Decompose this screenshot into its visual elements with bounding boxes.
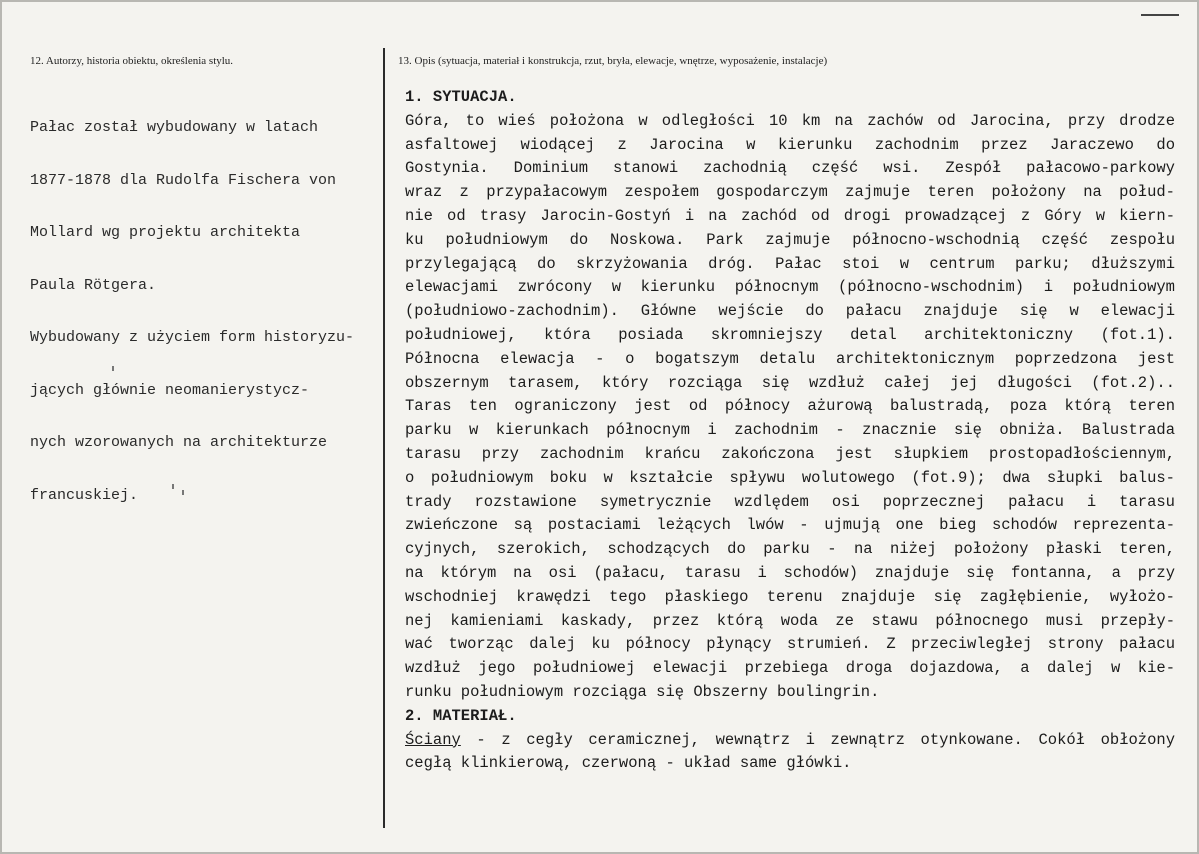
section-situation-body xyxy=(405,110,1175,705)
scan-speck xyxy=(182,490,184,495)
left-line: 1877-1878 dla Rudolfa Fischera von xyxy=(30,171,337,189)
left-line: Wybudowany z użyciem form historyzu- xyxy=(30,329,355,346)
scan-speck xyxy=(112,366,114,371)
situation-line: nie od trasy Jarocin-Gostyń i na zachód od drogi prowadzącej z Góry w kiern- xyxy=(405,206,1175,225)
left-line: Mollard wg projektu architekta xyxy=(30,224,301,241)
left-column-text xyxy=(30,84,375,539)
situation-line: tarasu przy zachodnim krańcu zakończona jest słupkiem prostopadłościennym, xyxy=(405,444,1175,463)
situation-line: cyjnych, szerokich, schodzących do parku - na niżej położony płaski teren, xyxy=(405,540,1175,559)
material-walls-label: Ściany xyxy=(405,730,461,749)
left-line: francuskiej. xyxy=(30,486,139,504)
situation-line: zwieńczone są postaciami leżących lwów - ujmują one bieg schodów reprezenta- xyxy=(405,516,1175,535)
situation-line: trady rozstawione symetrycznie wzdlędem osi poprzecznej pałacu i tarasu xyxy=(405,492,1175,511)
scan-mark xyxy=(1141,14,1179,16)
situation-line: elewacjami zwrócony w kierunku północnym (północno-wschodnim) i południowym xyxy=(405,278,1175,297)
situation-line: ku południowym do Noskowa. Park zajmuje północno-wschodnią część zespołu xyxy=(405,230,1175,249)
situation-line: asfaltowej wiodącej z Jarocina w kierunku zachodnim przez Jaraczewo do xyxy=(405,135,1175,154)
material-line xyxy=(405,729,1175,753)
situation-line: Północna elewacja - o bogatszym detalu architektonicznym poprzedzona jest xyxy=(405,349,1175,368)
material-line-text: - z cegły ceramicznej, wewnątrz i zewnątrz otynkowane. Cokół obłożony xyxy=(460,730,1175,749)
section-heading-situation: 1. SYTUACJA. xyxy=(405,88,517,106)
situation-line: przylegającą do skrzyżowania dróg. Pałac stoi w centrum parku; dłuższymi xyxy=(405,254,1175,273)
section-heading-material: 2. MATERIAŁ. xyxy=(405,706,517,725)
situation-line: nej kamieniami kaskady, przez którą woda ze stawu północnego musi przepły- xyxy=(405,611,1175,630)
material-line: cegłą klinkierową, czerwoną - układ same główki. xyxy=(405,754,852,773)
left-column-header: 12. Autorzy, historia obiektu, określenia stylu. xyxy=(30,55,234,67)
left-line: jących głównie neomanierystycz- xyxy=(30,381,310,399)
situation-line: wzdłuż jego południowej elewacji przebiega droga dojazdowa, a dalej w kie- xyxy=(405,659,1175,678)
situation-line: wschodniej krawędzi tego płaskiego terenu znajduje się zagłębienie, wyłożo- xyxy=(405,587,1175,606)
situation-line: Gostynia. Dominium stanowi zachodnią część wsi. Zespół pałacowo-parkowy xyxy=(405,159,1175,178)
situation-line: obszernym tarasem, który rozciąga się wzdłuż całej jej długości (fot.2).. xyxy=(405,373,1175,392)
right-column-text xyxy=(405,86,1175,776)
situation-line: Góra, to wieś położona w odległości 10 km na zachów od Jarocina, przy drodze xyxy=(405,111,1175,130)
situation-line: runku południowym rozciąga się Obszerny boulingrin. xyxy=(405,682,880,701)
situation-line: o południowym boku w kształcie spływu wolutowego (fot.9); dwa słupki balus- xyxy=(405,468,1175,487)
left-line: nych wzorowanych na architekturze xyxy=(30,434,328,451)
situation-line: Taras ten ograniczony jest od północy ażurową balustradą, poza którą teren xyxy=(405,397,1175,416)
situation-line: wać tworząc dalej ku północy płynący strumień. Z przeciwległej strony pałacu xyxy=(405,635,1175,654)
left-line: Paula Rötgera. xyxy=(30,276,157,294)
situation-line: na którym na osi (pałacu, tarasu i schodów) znajduje się fontanna, a przy xyxy=(405,563,1175,582)
situation-line: parku w kierunkach północnym i zachodnim - znacznie się obniża. Balustrada xyxy=(405,421,1175,440)
situation-line: (południowo-zachodnim). Główne wejście do pałacu znajduje się w elewacji xyxy=(405,302,1175,321)
left-line: Pałac został wybudowany w latach xyxy=(30,119,319,136)
column-divider xyxy=(383,48,385,828)
scan-speck xyxy=(172,484,174,489)
situation-line: wraz z przypałacowym zespołem gospodarczym zajmuje teren położony na połud- xyxy=(405,183,1175,202)
situation-line: południowej, która posiada skromniejszy detal architektoniczny (fot.1). xyxy=(405,325,1175,344)
right-column-header: 13. Opis (sytuacja, materiał i konstrukcja, rzut, bryła, elewacje, wnętrze, wyposażenie, instalacje) xyxy=(398,55,828,67)
